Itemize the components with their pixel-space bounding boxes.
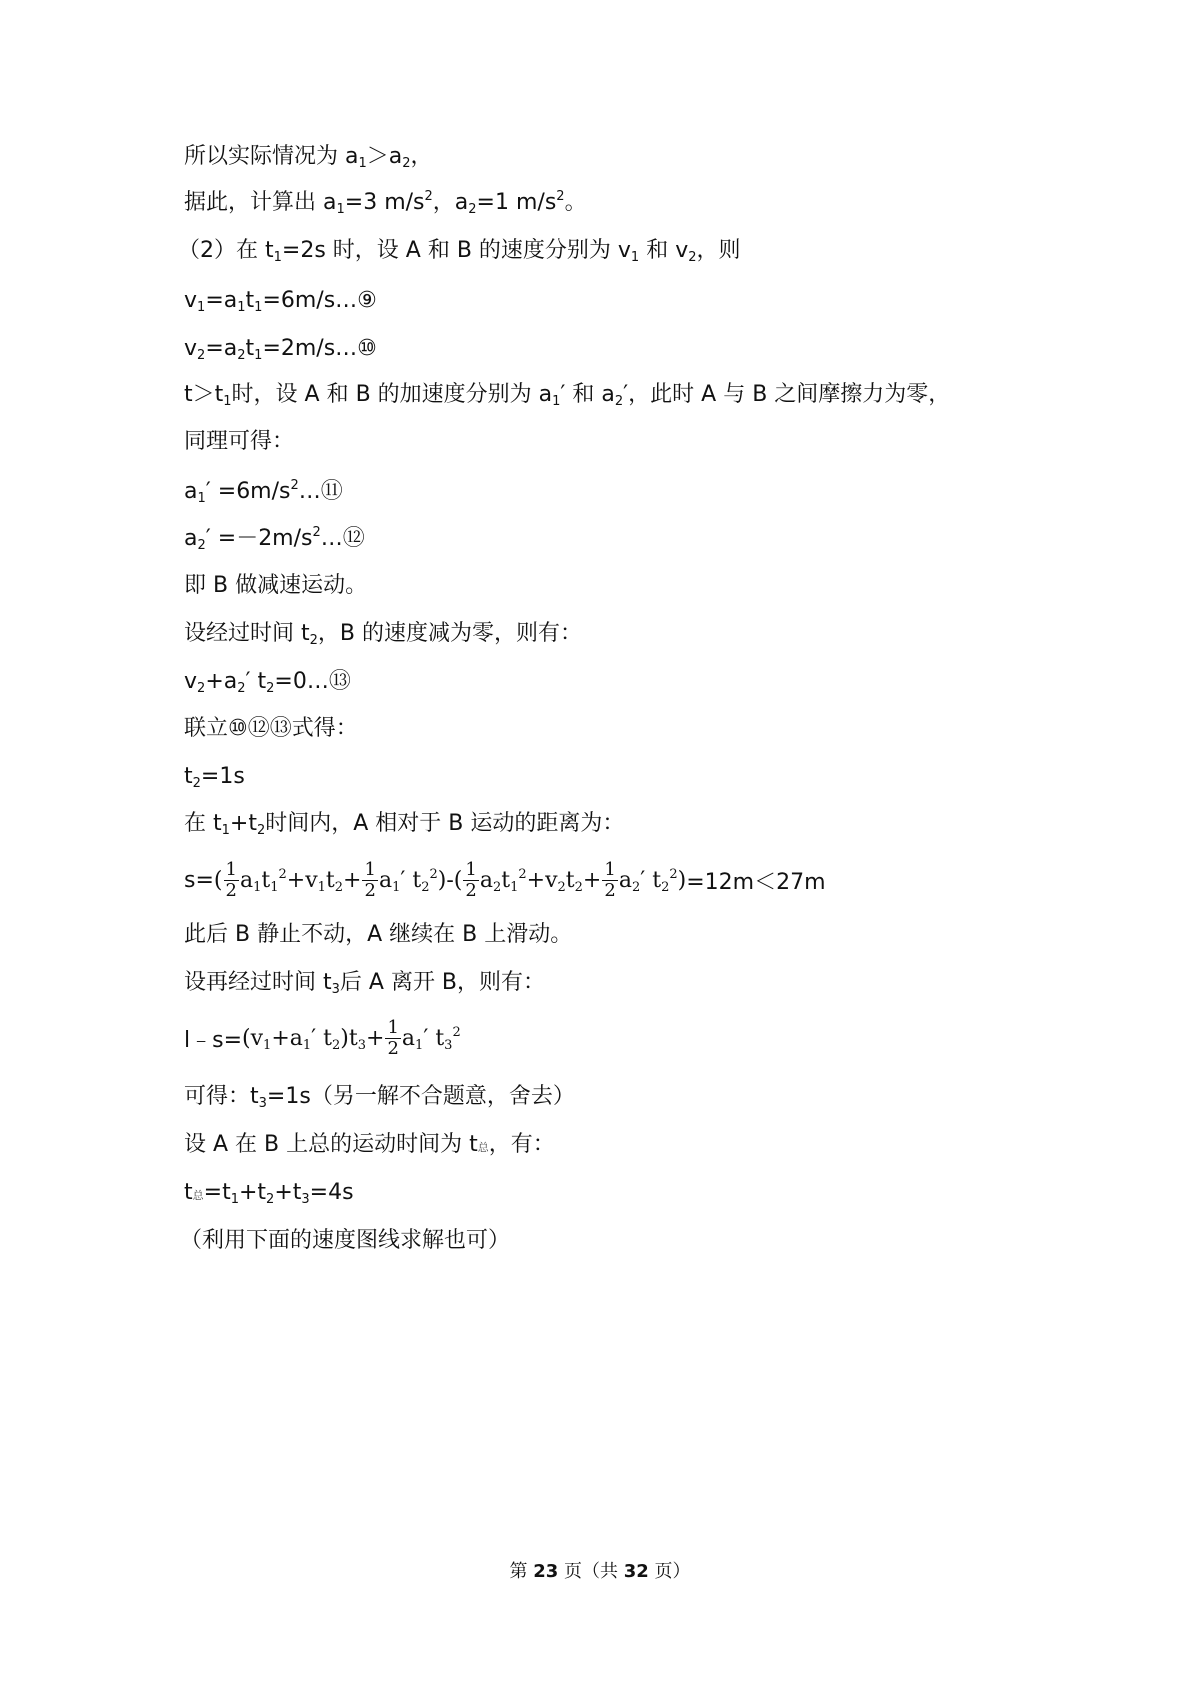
subscript: 3 xyxy=(301,1192,310,1207)
subscript: 2 xyxy=(468,202,477,217)
symbol: a xyxy=(378,868,393,893)
subscript: 3 xyxy=(331,982,340,997)
text-segment: =a xyxy=(205,336,238,361)
text-line-7 xyxy=(184,427,294,457)
text-segment: =1 m/s xyxy=(476,190,557,215)
subscript: 1 xyxy=(392,880,401,895)
superscript: 2 xyxy=(290,478,299,493)
term-1 xyxy=(240,868,362,893)
subscript: 2 xyxy=(237,681,246,696)
text-line-1 xyxy=(184,142,433,172)
subscript: 2 xyxy=(334,880,344,895)
symbol: t xyxy=(412,868,422,893)
text-segment: t xyxy=(184,764,193,789)
fraction-half xyxy=(385,1018,400,1059)
text-segment: ，有： xyxy=(488,1132,555,1157)
text-segment: =0…⑬ xyxy=(274,669,351,694)
text-segment: =2m/s…⑩ xyxy=(262,336,377,361)
subscript: 2 xyxy=(614,394,624,409)
text-segment: 所以实际情况为 a xyxy=(184,144,359,169)
symbol: +v xyxy=(526,868,558,893)
text-segment: 同理可得： xyxy=(184,429,295,454)
subscript: 1 xyxy=(510,880,519,895)
paren: ) xyxy=(340,1026,349,1051)
page-footer xyxy=(0,1557,1200,1583)
subscript: 1 xyxy=(270,880,279,895)
subscript: 2 xyxy=(492,880,502,895)
text-segment: 。 xyxy=(564,190,587,215)
symbol: t xyxy=(652,868,662,893)
symbol: t xyxy=(323,1026,333,1051)
text-segment: ， xyxy=(410,144,433,169)
text-line-20 xyxy=(184,1082,575,1112)
symbol: + xyxy=(271,1026,290,1051)
text-line-4 xyxy=(184,286,377,316)
text-segment: +t xyxy=(229,811,257,836)
symbol: + xyxy=(582,868,602,893)
text-segment: =a xyxy=(205,288,238,313)
text-segment: 在 t xyxy=(184,811,222,836)
text-segment: 时间内，A 相对于 B 运动的距离为： xyxy=(265,811,625,836)
symbol: -( xyxy=(446,868,463,893)
text-segment: 此后 B 静止不动，A 继续在 B 上滑动。 xyxy=(184,922,573,947)
subscript: 1 xyxy=(317,880,326,895)
symbol: a xyxy=(239,868,254,893)
text-segment: =1s xyxy=(200,764,245,789)
subscript: 2 xyxy=(402,156,411,171)
subscript: 2 xyxy=(197,538,206,553)
term-6 xyxy=(619,868,686,893)
numerator: 1 xyxy=(364,859,376,880)
text-line-17 xyxy=(184,920,572,950)
text-segment: =1s（另一解不合题意，舍去） xyxy=(266,1084,575,1109)
symbol: + xyxy=(343,868,362,893)
text-segment: v xyxy=(184,336,198,361)
subscript: 2 xyxy=(197,681,206,696)
subscript: 2 xyxy=(266,1192,275,1207)
text-segment: 设经过时间 t xyxy=(184,621,310,646)
numerator: 1 xyxy=(387,1017,399,1038)
numerator: 1 xyxy=(465,859,477,880)
text-segment: …⑪ xyxy=(298,479,343,504)
text-segment: 设 A 在 B 上总的运动时间为 t xyxy=(184,1132,478,1157)
text-line-18 xyxy=(184,968,545,998)
subscript: 2 xyxy=(266,681,275,696)
text-segment: ′ 和 a xyxy=(560,382,615,407)
text-segment: 据此，计算出 a xyxy=(184,190,337,215)
subscript: 1 xyxy=(552,394,561,409)
text-line-11 xyxy=(184,619,582,649)
formula-lhs: l﹣s= xyxy=(184,1028,243,1053)
total-pages: 32 xyxy=(623,1561,649,1582)
subscript: 1 xyxy=(263,1038,272,1053)
text-segment: 联立⑩⑫⑬式得： xyxy=(184,716,358,741)
text-segment: （利用下面的速度图线求解也可） xyxy=(180,1228,511,1253)
text-line-6 xyxy=(184,380,950,410)
formula-lhs: s= xyxy=(184,868,214,893)
subscript: 1 xyxy=(253,880,262,895)
paren: ( xyxy=(242,1026,251,1051)
subscript: 1 xyxy=(630,250,640,265)
denominator: 2 xyxy=(225,880,237,901)
prime: ′ xyxy=(400,868,406,893)
subscript-small: 总 xyxy=(192,1189,204,1202)
prime: ′ xyxy=(640,868,646,893)
text-segment: ′ t xyxy=(245,669,267,694)
text-line-15 xyxy=(184,809,624,839)
text-segment: 时，设 A 和 B 的加速度分别为 a xyxy=(231,382,553,407)
paren: ) xyxy=(437,868,447,893)
text-segment: =t xyxy=(203,1180,231,1205)
text-line-2 xyxy=(184,188,587,218)
subscript: 1 xyxy=(197,300,206,315)
text-segment: ，则 xyxy=(696,238,741,263)
term-tail xyxy=(402,1026,461,1051)
text-segment: 和 v xyxy=(639,238,689,263)
text-segment: +t xyxy=(238,1180,267,1205)
text-line-14 xyxy=(184,762,245,792)
footer-text: 第 xyxy=(509,1561,534,1582)
formula-result: =12m＜27m xyxy=(686,870,826,895)
text-line-5 xyxy=(184,334,377,364)
text-segment: ，a xyxy=(432,190,469,215)
symbol: a xyxy=(289,1026,303,1051)
text-segment: 可得：t xyxy=(184,1084,259,1109)
page-number: 23 xyxy=(533,1561,559,1582)
subscript: 1 xyxy=(197,491,206,506)
superscript: 2 xyxy=(312,525,321,540)
text-segment: a xyxy=(184,526,198,551)
text-segment: +t xyxy=(274,1180,302,1205)
subscript-small: 总 xyxy=(477,1141,489,1154)
denominator: 2 xyxy=(604,880,616,901)
subscript: 1 xyxy=(336,202,345,217)
text-line-12 xyxy=(184,667,351,697)
subscript: 1 xyxy=(254,348,263,363)
subscript: 1 xyxy=(254,300,263,315)
term-paren xyxy=(242,1026,384,1051)
subscript: 2 xyxy=(332,1038,341,1053)
fraction-half xyxy=(224,860,239,901)
text-segment: 即 B 做减速运动。 xyxy=(184,573,368,598)
superscript: 2 xyxy=(278,867,287,882)
term-4 xyxy=(480,868,602,893)
symbol: t xyxy=(565,868,575,893)
subscript: 2 xyxy=(256,823,266,838)
subscript: 2 xyxy=(661,880,670,895)
text-line-3 xyxy=(178,236,741,266)
text-segment: 设再经过时间 t xyxy=(184,970,332,995)
prime: ′ xyxy=(423,1026,429,1051)
superscript: 2 xyxy=(452,1025,461,1040)
subscript: 2 xyxy=(631,880,641,895)
text-segment: ＞a xyxy=(366,144,403,169)
formula-s xyxy=(184,860,826,901)
fraction-half xyxy=(362,860,377,901)
subscript: 1 xyxy=(223,394,232,409)
subscript: 3 xyxy=(357,1038,367,1053)
subscript: 2 xyxy=(574,880,583,895)
text-segment: v xyxy=(184,288,198,313)
symbol: t xyxy=(325,868,335,893)
subscript: 2 xyxy=(557,880,566,895)
footer-text: 页（共 xyxy=(558,1561,624,1582)
subscript: 2 xyxy=(421,880,430,895)
text-segment: a xyxy=(184,479,198,504)
subscript: 3 xyxy=(444,1038,453,1053)
subscript: 1 xyxy=(273,250,282,265)
subscript: 1 xyxy=(221,823,230,838)
prime: ′ xyxy=(311,1026,317,1051)
text-segment: t xyxy=(245,336,255,361)
text-line-10 xyxy=(184,571,367,601)
symbol: a xyxy=(401,1026,416,1051)
symbol: t xyxy=(261,868,271,893)
text-segment: =3 m/s xyxy=(344,190,425,215)
text-segment: ，B 的速度减为零，则有： xyxy=(317,621,582,646)
text-segment: （2）在 t xyxy=(178,238,274,263)
symbol: t xyxy=(501,868,511,893)
text-segment: ′，此时 A 与 B 之间摩擦力为零， xyxy=(623,382,951,407)
text-line-8 xyxy=(184,477,343,507)
text-segment: …⑫ xyxy=(320,526,365,551)
numerator: 1 xyxy=(604,859,616,880)
subscript: 2 xyxy=(688,250,697,265)
text-segment: t＞t xyxy=(184,382,224,407)
paren: ) xyxy=(677,868,687,893)
subscript: 2 xyxy=(309,633,318,648)
numerator: 1 xyxy=(225,859,237,880)
text-segment: v xyxy=(184,669,198,694)
symbol: t xyxy=(348,1026,358,1051)
symbol: a xyxy=(618,868,632,893)
subscript: 2 xyxy=(192,776,201,791)
text-line-13 xyxy=(184,714,358,744)
term-3 xyxy=(379,868,462,893)
text-segment: =6m/s…⑨ xyxy=(262,288,377,313)
subscript: 1 xyxy=(415,1038,424,1053)
text-segment: t xyxy=(245,288,255,313)
subscript: 1 xyxy=(302,1038,312,1053)
formula-l xyxy=(184,1018,461,1059)
paren: ( xyxy=(213,868,223,893)
text-line-22 xyxy=(184,1178,354,1211)
denominator: 2 xyxy=(465,880,477,901)
denominator: 2 xyxy=(387,1038,399,1059)
footer-text: 页） xyxy=(648,1561,691,1582)
text-segment: =2s 时，设 A 和 B 的速度分别为 v xyxy=(281,238,631,263)
subscript: 1 xyxy=(230,1192,239,1207)
subscript: 2 xyxy=(197,348,206,363)
symbol: +v xyxy=(286,868,318,893)
symbol: t xyxy=(435,1026,445,1051)
symbol: + xyxy=(366,1026,385,1051)
text-segment: =4s xyxy=(309,1180,354,1205)
superscript: 2 xyxy=(669,867,678,882)
text-segment: ′ =－2m/s xyxy=(205,526,313,551)
symbol: a xyxy=(479,868,493,893)
superscript: 2 xyxy=(429,867,438,882)
superscript: 2 xyxy=(424,189,433,204)
fraction-half xyxy=(602,860,617,901)
text-line-21 xyxy=(184,1130,555,1163)
text-segment: 后 A 离开 B，则有： xyxy=(339,970,546,995)
superscript: 2 xyxy=(518,867,527,882)
fraction-half xyxy=(463,860,478,901)
subscript: 1 xyxy=(237,300,246,315)
symbol: v xyxy=(250,1026,264,1051)
text-line-9 xyxy=(184,524,365,554)
subscript: 2 xyxy=(237,348,246,363)
text-line-23 xyxy=(180,1226,510,1256)
denominator: 2 xyxy=(364,880,376,901)
subscript: 1 xyxy=(358,156,367,171)
text-segment: ′ =6m/s xyxy=(205,479,291,504)
superscript: 2 xyxy=(556,189,565,204)
text-segment: +a xyxy=(205,669,238,694)
text-segment: t xyxy=(184,1180,193,1205)
subscript: 3 xyxy=(258,1096,267,1111)
